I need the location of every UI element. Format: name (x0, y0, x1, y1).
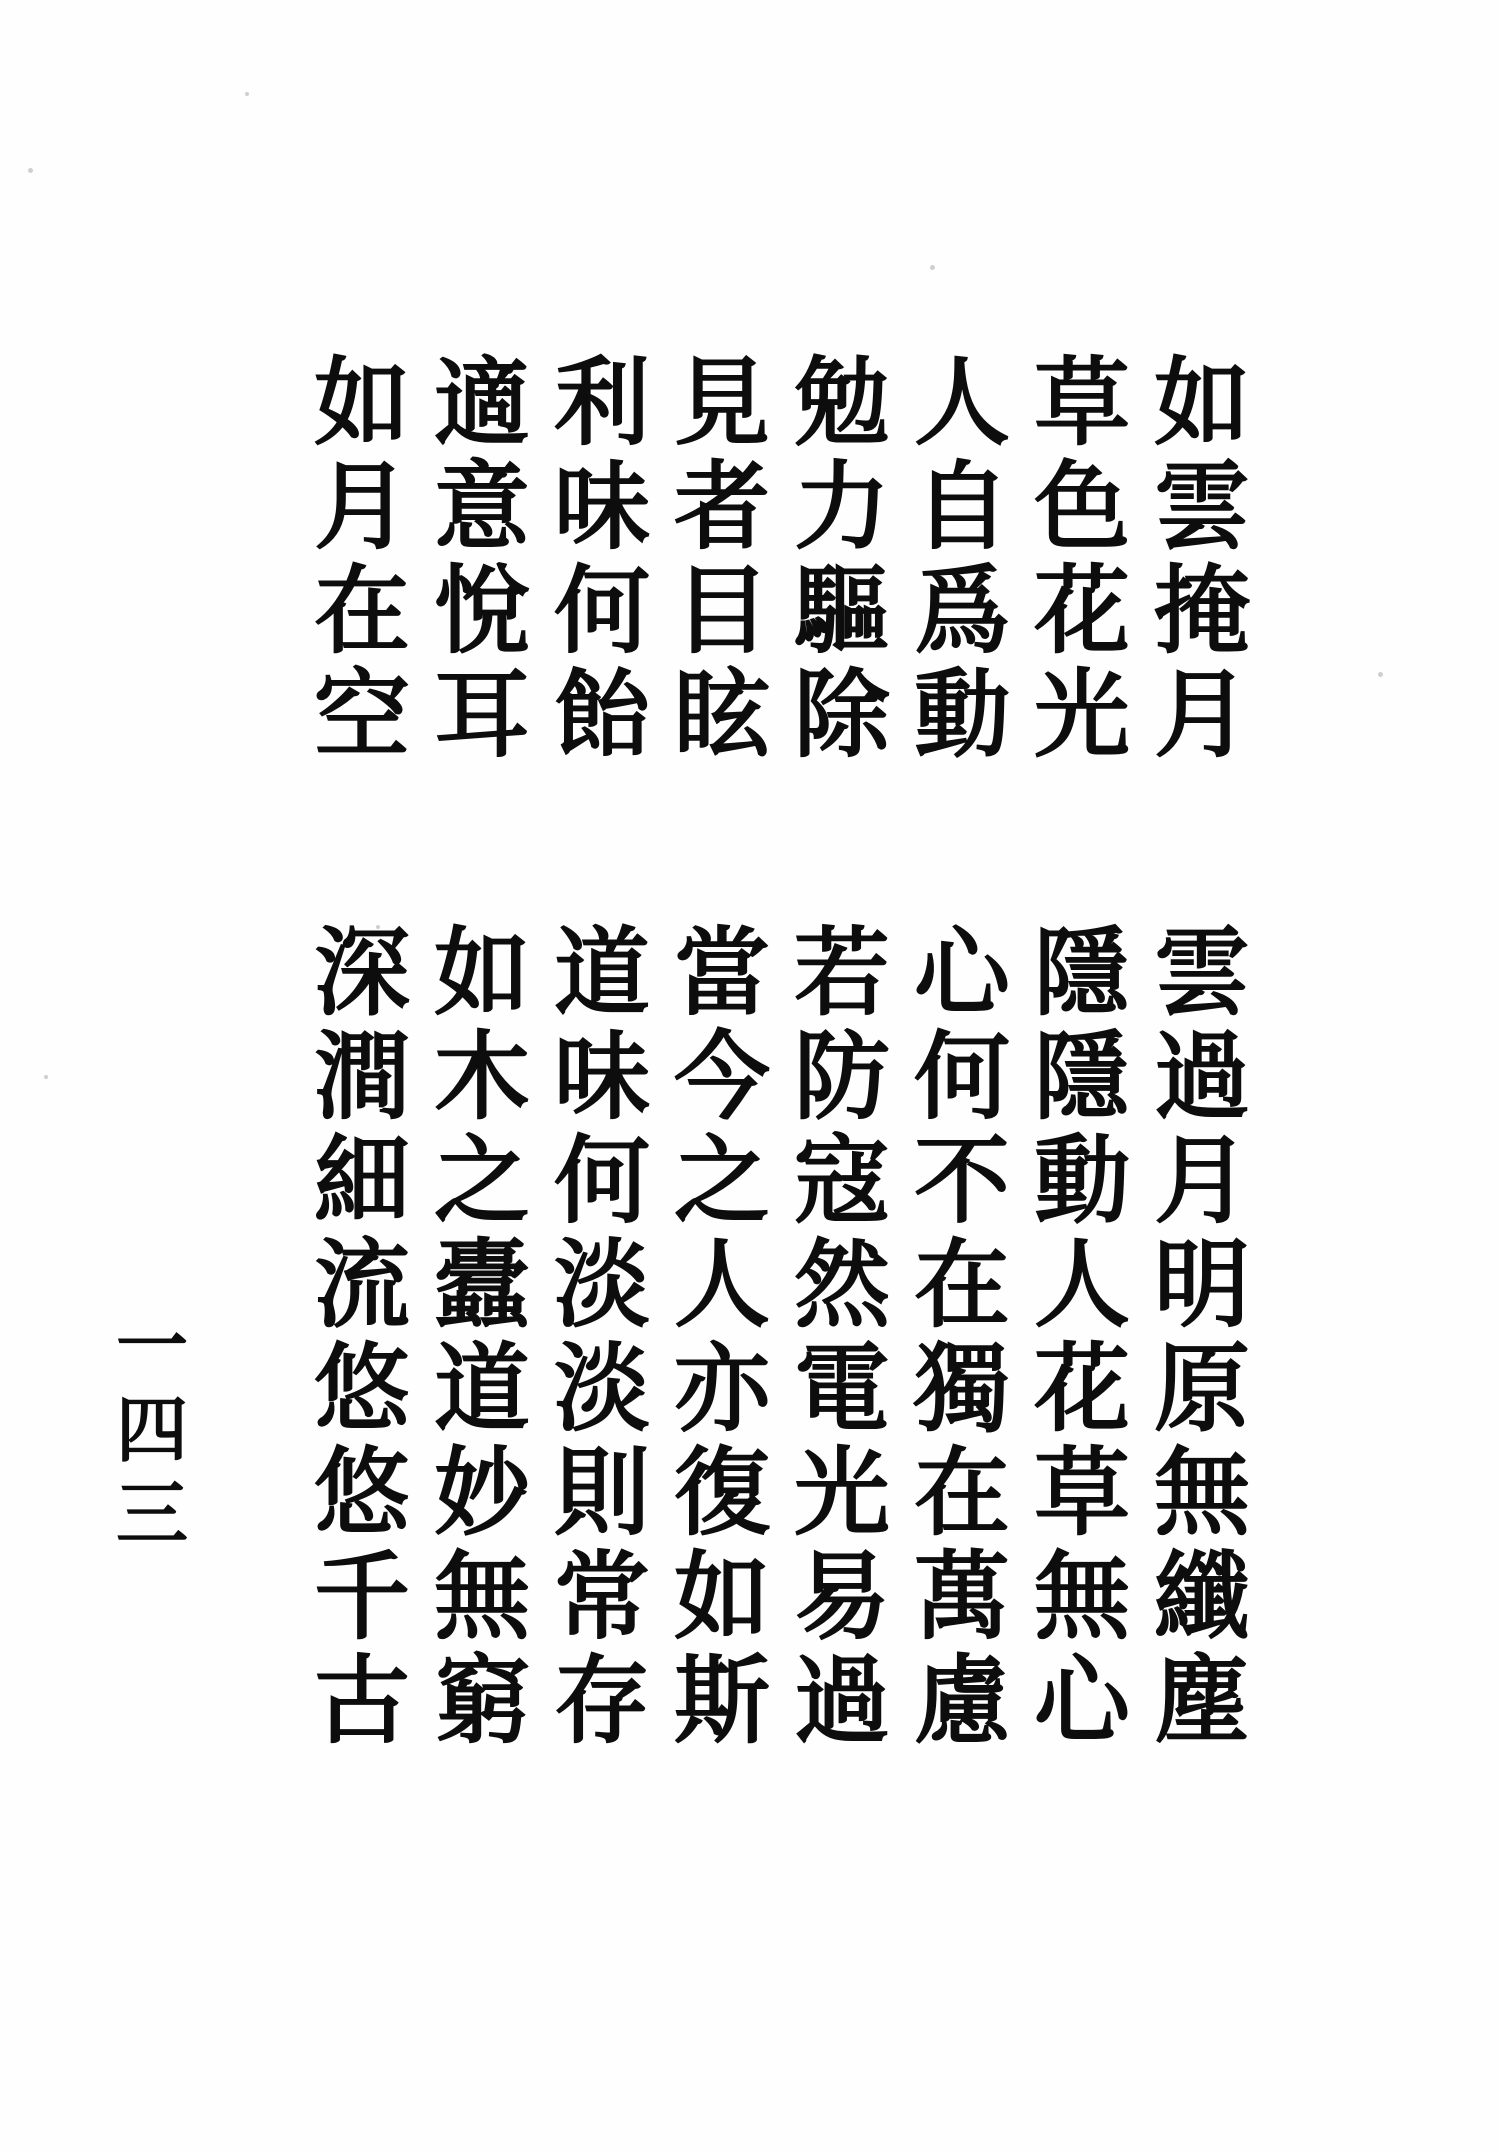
glyph: 無 (434, 1540, 530, 1653)
text-column (1032, 346, 1132, 771)
glyph: 人 (914, 346, 1010, 459)
glyph: 何 (554, 554, 650, 667)
glyph: 在 (314, 554, 410, 667)
glyph: 今 (674, 1020, 770, 1133)
glyph: 蠹 (434, 1228, 530, 1341)
glyph: 如 (1154, 346, 1250, 459)
page-number-glyph: 一 (115, 1303, 188, 1388)
text-block-lower (292, 916, 1252, 1757)
glyph: 澗 (314, 1020, 410, 1133)
page-number (112, 1303, 192, 1562)
glyph: 獨 (914, 1332, 1010, 1445)
glyph: 何 (914, 1020, 1010, 1133)
glyph: 利 (554, 346, 650, 459)
glyph: 過 (794, 1644, 890, 1757)
glyph: 道 (554, 916, 650, 1029)
glyph: 無 (1154, 1436, 1250, 1549)
glyph: 月 (1154, 1124, 1250, 1237)
glyph: 寇 (794, 1124, 890, 1237)
glyph: 復 (674, 1436, 770, 1549)
text-column (672, 346, 772, 771)
scan-speck (1378, 672, 1383, 677)
glyph: 細 (314, 1124, 410, 1237)
glyph: 木 (434, 1020, 530, 1133)
glyph: 雲 (1154, 916, 1250, 1029)
glyph: 隱 (1034, 916, 1130, 1029)
glyph: 無 (1034, 1540, 1130, 1653)
glyph: 淡 (554, 1332, 650, 1445)
text-column (792, 916, 892, 1757)
glyph: 動 (914, 658, 1010, 771)
page-number-glyph: 四 (115, 1387, 188, 1472)
glyph: 耳 (434, 658, 530, 771)
glyph: 妙 (434, 1436, 530, 1549)
text-column (312, 916, 412, 1757)
scan-speck (44, 1075, 48, 1079)
glyph: 悅 (434, 554, 530, 667)
glyph: 悠 (314, 1436, 410, 1549)
text-column (912, 346, 1012, 771)
glyph: 淡 (554, 1228, 650, 1341)
glyph: 勉 (794, 346, 890, 459)
glyph: 然 (794, 1228, 890, 1341)
text-column (1152, 916, 1252, 1757)
glyph: 悠 (314, 1332, 410, 1445)
glyph: 過 (1154, 1020, 1250, 1133)
glyph: 電 (794, 1332, 890, 1445)
glyph: 動 (1034, 1124, 1130, 1237)
glyph: 如 (674, 1540, 770, 1653)
glyph: 飴 (554, 658, 650, 771)
glyph: 何 (554, 1124, 650, 1237)
glyph: 光 (794, 1436, 890, 1549)
text-column (672, 916, 772, 1757)
glyph: 見 (674, 346, 770, 459)
glyph: 草 (1034, 346, 1130, 459)
glyph: 之 (434, 1124, 530, 1237)
glyph: 在 (914, 1436, 1010, 1549)
glyph: 意 (434, 450, 530, 563)
glyph: 明 (1154, 1228, 1250, 1341)
text-column (312, 346, 412, 771)
glyph: 如 (314, 346, 410, 459)
glyph: 花 (1034, 554, 1130, 667)
glyph: 亦 (674, 1332, 770, 1445)
glyph: 存 (554, 1644, 650, 1757)
text-column (432, 916, 532, 1757)
glyph: 塵 (1154, 1644, 1250, 1757)
glyph: 色 (1034, 450, 1130, 563)
text-column (792, 346, 892, 771)
page-number-glyph: 三 (115, 1471, 188, 1556)
glyph: 適 (434, 346, 530, 459)
glyph: 當 (674, 916, 770, 1029)
glyph: 力 (794, 450, 890, 563)
glyph: 防 (794, 1020, 890, 1133)
glyph: 味 (554, 1020, 650, 1133)
glyph: 驅 (794, 554, 890, 667)
glyph: 掩 (1154, 554, 1250, 667)
glyph: 隱 (1034, 1020, 1130, 1133)
glyph: 雲 (1154, 450, 1250, 563)
glyph: 斯 (674, 1644, 770, 1757)
text-column (1032, 916, 1132, 1757)
glyph: 自 (914, 450, 1010, 563)
glyph: 窮 (434, 1644, 530, 1757)
glyph: 者 (674, 450, 770, 563)
glyph: 原 (1154, 1332, 1250, 1445)
glyph: 空 (314, 658, 410, 771)
glyph: 如 (434, 916, 530, 1029)
glyph: 爲 (914, 554, 1010, 667)
glyph: 味 (554, 450, 650, 563)
glyph: 古 (314, 1644, 410, 1757)
glyph: 眩 (674, 658, 770, 771)
text-column (552, 346, 652, 771)
text-column (552, 916, 652, 1757)
glyph: 人 (674, 1228, 770, 1341)
glyph: 心 (914, 916, 1010, 1029)
glyph: 目 (674, 554, 770, 667)
glyph: 慮 (914, 1644, 1010, 1757)
glyph: 花 (1034, 1332, 1130, 1445)
glyph: 則 (554, 1436, 650, 1549)
glyph: 若 (794, 916, 890, 1029)
glyph: 月 (314, 450, 410, 563)
text-column (432, 346, 532, 771)
glyph: 流 (314, 1228, 410, 1341)
glyph: 之 (674, 1124, 770, 1237)
glyph: 光 (1034, 658, 1130, 771)
text-block-upper (292, 346, 1252, 771)
text-column (912, 916, 1012, 1757)
glyph: 道 (434, 1332, 530, 1445)
scan-speck (28, 168, 33, 173)
glyph: 萬 (914, 1540, 1010, 1653)
glyph: 心 (1034, 1644, 1130, 1757)
scan-speck (245, 92, 249, 96)
glyph: 易 (794, 1540, 890, 1653)
glyph: 在 (914, 1228, 1010, 1341)
glyph: 草 (1034, 1436, 1130, 1549)
glyph: 不 (914, 1124, 1010, 1237)
text-column (1152, 346, 1252, 771)
glyph: 常 (554, 1540, 650, 1653)
glyph: 千 (314, 1540, 410, 1653)
glyph: 深 (314, 916, 410, 1029)
scan-speck (930, 265, 935, 270)
glyph: 人 (1034, 1228, 1130, 1341)
glyph: 除 (794, 658, 890, 771)
glyph: 纖 (1154, 1540, 1250, 1653)
glyph: 月 (1154, 658, 1250, 771)
